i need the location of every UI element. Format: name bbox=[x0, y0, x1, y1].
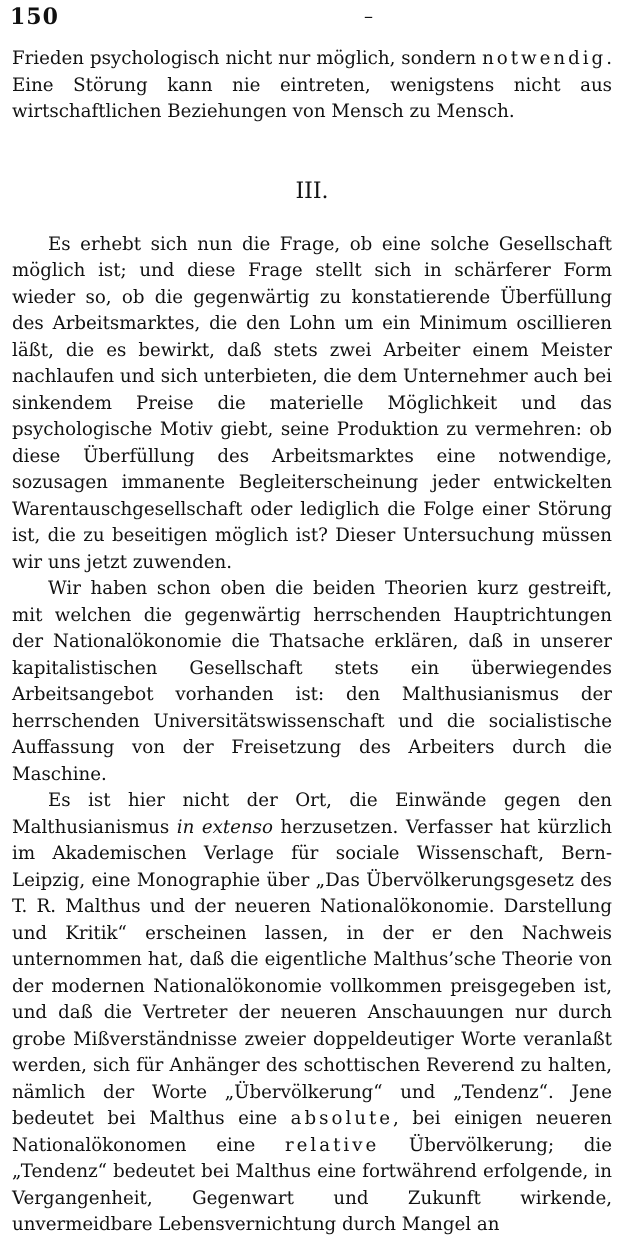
page-content bbox=[12, 46, 612, 1239]
paragraph-3 bbox=[12, 788, 612, 1239]
paragraph-text: . Eine Störung kann nie eintreten, wenigstens nicht aus wirtschaftlichen Beziehungen von Mensch zu Mensch. bbox=[12, 48, 612, 122]
paragraph-text: herzusetzen. Verfasser hat kürzlich im Akademischen Verlage für sociale Wissenschaft, Bern-Leipzig, eine Monographie über „Das Übervölkerungsgesetz des T. R. Malthus und der neueren Nationalökonomie. Darstellung und Kritik“ erscheinen lassen, in der er den Nachweis unternommen hat, daß die eigentliche Malthus’sche Theorie von der modernen Nationalökonomie vollkommen preisgegeben ist, und daß die Vertreter der neueren Anschauungen nur durch grobe Mißverständnisse zweier doppeldeutiger Worte veranlaßt werden, sich für Anhänger des schottischen Reverend zu halten, nämlich der Worte „Übervölkerung“ und „Tendenz“. Jene bedeutet bei Malthus eine bbox=[12, 816, 612, 1129]
paragraph-1: Es erhebt sich nun die Frage, ob eine solche Gesellschaft möglich ist; und diese Frage stellt sich in schärferer Form wieder so, ob die gegenwärtig zu konstatierende Überfüllung des Arbeitsmarktes, die den Lohn um ein Minimum oscillieren läßt, die es bewirkt, daß stets zwei Arbeiter einem Meister nachlaufen und sich unterbieten, die dem Unternehmer auch bei sinkendem Preise die materielle Möglichkeit und das psychologische Motiv giebt, seine Produktion zu vermehren: ob diese Überfüllung des Arbeitsmarktes eine notwendige, sozusagen immanente Begleiterscheinung jeder entwickelten Warentauschgesellschaft oder lediglich die Folge einer Störung ist, die zu beseitigen möglich ist? Dieser Untersuchung müssen wir uns jetzt zuwenden. bbox=[12, 233, 612, 573]
paragraph-text: Übervölkerung; die „Tendenz“ bedeutet bei Malthus eine fortwährend erfolgende, in Vergangenheit, Gegenwart und Zukunft wirkende, unvermeidbare Lebensvernichtung durch Mangel an bbox=[12, 1134, 612, 1235]
paragraph-2: Wir haben schon oben die beiden Theorien kurz gestreift, mit welchen die gegenwärtig herrschenden Hauptrichtungen der Nationalökonomie die Thatsache erklären, daß in unserer kapitalistischen Gesellschaft stets ein überwiegendes Arbeitsangebot vorhanden ist: den Malthusianismus der herrschenden Universitätswissenschaft und die socialistische Auffassung von der Freisetzung des Arbeiters durch die Maschine. bbox=[12, 578, 612, 785]
emphasized-word: notwendig bbox=[482, 48, 607, 69]
paragraph-text: Es ist hier nicht der Ort, die Einwände gegen den Malthusianismus bbox=[12, 790, 612, 838]
paragraph-continued bbox=[12, 46, 612, 126]
section-heading: III. bbox=[295, 178, 329, 204]
page-number: 150 bbox=[10, 4, 59, 30]
header-mark: – bbox=[364, 6, 373, 27]
emphasized-word: relative bbox=[284, 1134, 380, 1156]
latin-phrase: in extenso bbox=[176, 816, 273, 838]
emphasized-word: absolute bbox=[290, 1108, 394, 1129]
paragraph-text: Frieden psychologisch nicht nur möglich, sondern bbox=[12, 48, 483, 69]
paragraph-text: , bei einigen neueren Nationalökonomen eine bbox=[12, 1108, 612, 1156]
